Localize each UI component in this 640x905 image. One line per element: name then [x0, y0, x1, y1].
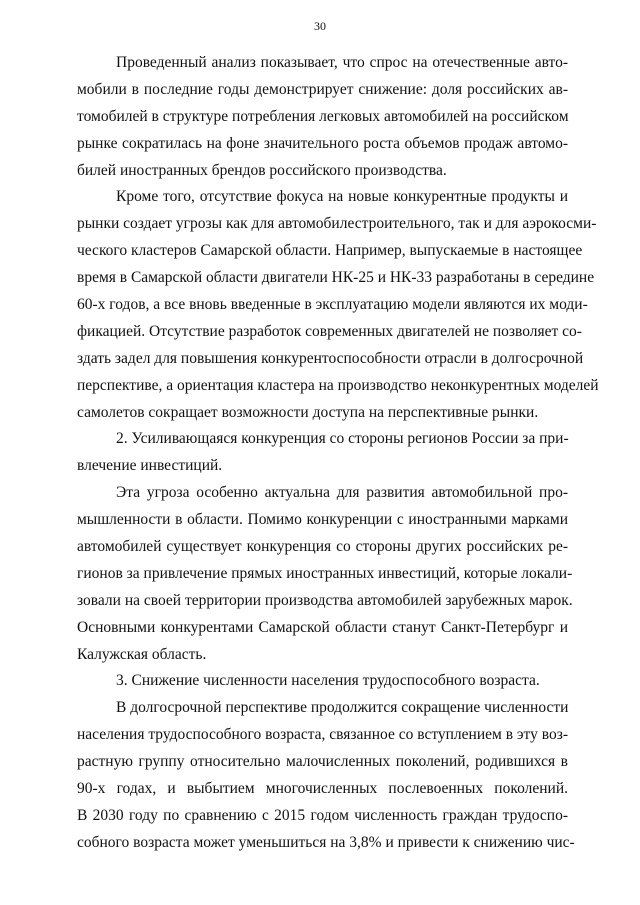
paragraph-line: самолетов сокращает возможности доступа на перспективные рынки.: [77, 404, 539, 421]
paragraph-line: томобилей в структуре потребления легковых автомобилей на российском: [77, 108, 569, 125]
paragraph-line: Основными конкурентами Самарской области станут Санкт-Петербург и: [77, 619, 568, 636]
paragraph-line: В 2030 году по сравнению с 2015 годом численность граждан трудоспо-: [77, 807, 568, 824]
paragraph-line: Калужская область.: [77, 646, 207, 663]
paragraph-line: билей иностранных брендов российского производства.: [77, 162, 447, 179]
paragraph-line: растную группу относительно малочисленных поколений, родившихся в: [77, 753, 568, 770]
paragraph-line: Эта угроза особенно актуальна для развития автомобильной про-: [116, 484, 568, 501]
paragraph-line: здать задел для повышения конкурентоспособности отрасли в долгосрочной: [77, 350, 584, 367]
paragraph-line: В долгосрочной перспективе продолжится сокращение численности: [116, 699, 569, 716]
paragraph-line: населения трудоспособного возраста, связанное со вступлением в эту воз-: [77, 726, 568, 743]
paragraph-line: 60-х годов, а все вновь введенные в эксплуатацию модели являются их моди-: [77, 296, 588, 313]
paragraph-line: мышленности в области. Помимо конкуренции с иностранными марками: [77, 511, 568, 528]
paragraph-line: 2. Усиливающаяся конкуренция со стороны регионов России за при-: [116, 430, 569, 447]
paragraph-line: ческого кластеров Самарской области. Например, выпускаемые в настоящее: [77, 242, 583, 259]
paragraph-line: автомобилей существует конкуренция со стороны других российских ре-: [77, 538, 568, 555]
paragraph-line: фикацией. Отсутствие разработок современных двигателей не позволяет со-: [77, 323, 582, 340]
paragraph-line: время в Самарской области двигатели НК-25 и НК-33 разработаны в середине: [77, 269, 595, 286]
paragraph-line: влечение инвестиций.: [77, 457, 223, 474]
paragraph-line: 3. Снижение численности населения трудоспособного возраста.: [116, 672, 540, 689]
paragraph-line: мобили в последние годы демонстрирует снижение: доля российских ав-: [77, 81, 568, 98]
paragraph-line: Кроме того, отсутствие фокуса на новые конкурентные продукты и: [116, 188, 568, 205]
paragraph-line: рынке сократилась на фоне значительного роста объемов продаж автомо-: [77, 135, 568, 152]
paragraph-line: 90-х годах, и выбытием многочисленных послевоенных поколений.: [77, 780, 568, 797]
paragraph-line: зовали на своей территории производства автомобилей зарубежных марок.: [77, 592, 573, 609]
paragraph-line: рынки создает угрозы как для автомобилестроительного, так и для аэрокосми-: [77, 215, 597, 232]
page-number: 30: [314, 19, 326, 33]
paragraph-line: гионов за привлечение прямых иностранных инвестиций, которые локали-: [77, 565, 573, 582]
paragraph-line: собного возраста может уменьшиться на 3,8% и привести к снижению чис-: [77, 834, 575, 851]
paragraph-line: Проведенный анализ показывает, что спрос на отечественные авто-: [116, 54, 568, 71]
paragraph-line: перспективе, а ориентация кластера на производство неконкурентных моделей: [77, 377, 599, 394]
